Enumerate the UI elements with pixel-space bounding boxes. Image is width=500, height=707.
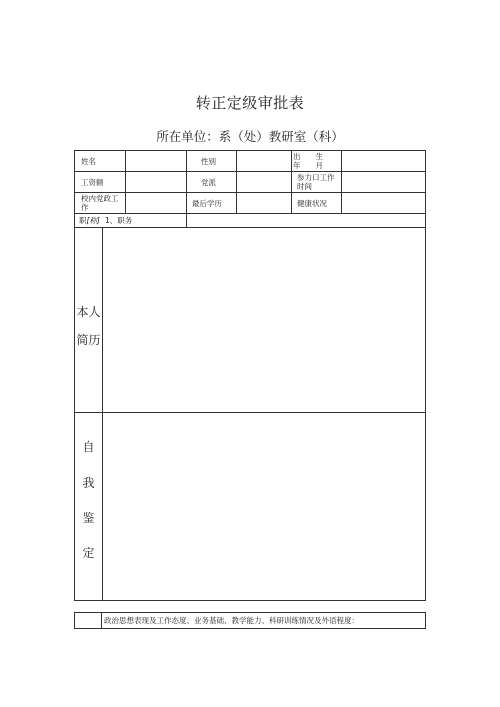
duty-label: 1、职务 [105, 216, 133, 225]
work-start-label-bottom: 时间 [297, 182, 312, 191]
school-party-label-bottom: 作 [81, 203, 89, 212]
political-assessment-row [74, 612, 426, 629]
title-label-mark: [称] [86, 216, 100, 225]
row-divider [75, 412, 425, 413]
self-eval-char-1: 自 [82, 440, 95, 454]
self-eval-char-4: 定 [82, 546, 95, 560]
title-label-group [79, 216, 100, 225]
birth-label-bottom: 年 月 [293, 161, 323, 170]
salary-label: 工资额 [81, 178, 104, 187]
name-label: 姓名 [81, 157, 96, 166]
row-divider [75, 227, 425, 228]
approval-form-table [74, 150, 426, 601]
row-divider [75, 213, 425, 214]
gender-label: 性别 [201, 157, 216, 166]
document-title: 转正定级审批表 [195, 94, 305, 112]
col-divider [125, 151, 126, 213]
resume-label-1: 本人 [76, 305, 101, 319]
self-eval-char-2: 我 [82, 476, 95, 490]
work-start-label-top: 参力口工作 [297, 173, 335, 182]
school-party-label-top: 校内党政工 [81, 194, 119, 203]
col-divider [341, 151, 342, 213]
resume-label-2: 简历 [76, 333, 101, 347]
col-divider [186, 151, 187, 227]
label-col-divider [101, 613, 102, 628]
unit-line: 所在单位：系（处）教研室（科） [156, 129, 344, 144]
col-divider [291, 151, 292, 213]
col-divider [236, 151, 237, 213]
title-label: 职 [79, 216, 87, 225]
birth-label-top: 出 生 [293, 152, 323, 161]
health-label: 健康状况 [297, 199, 327, 208]
highest-edu-label: 最后学历 [192, 199, 222, 208]
self-eval-char-3: 鉴 [82, 511, 95, 525]
political-assessment-label: 政治思想表现及工作态度、业务基础、教学能力、科研训练情况及外语程度： [104, 616, 359, 625]
party-label: 党派 [201, 178, 216, 187]
label-col-divider [102, 227, 103, 600]
row-divider [75, 171, 425, 172]
row-divider [75, 192, 425, 193]
